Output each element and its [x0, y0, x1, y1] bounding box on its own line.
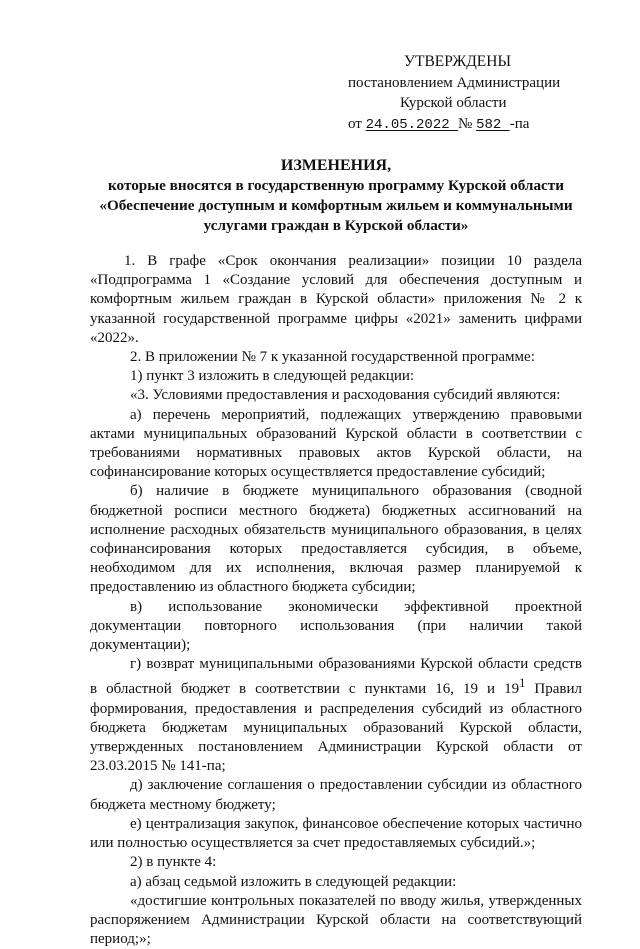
approval-date-line	[348, 114, 588, 136]
paragraph-12: а) абзац седьмой изложить в следующей редакции:	[130, 873, 457, 890]
document-body	[90, 252, 582, 949]
paragraph-13: «достигшие контрольных показателей по вводу жилья, утвержденных распоряжением Администрации Курской области на соответствующий период;»;	[90, 892, 582, 948]
number-prefix: №	[458, 115, 473, 132]
paragraph-8-superscript: 1	[519, 676, 526, 691]
title-heading: ИЗМЕНЕНИЯ,	[280, 157, 392, 174]
paragraph-10: е) централизация закупок, финансовое обеспечение которых частично или полностью осуществляется за счет предоставляемых субсидий.»;	[90, 815, 582, 852]
document-title	[90, 156, 582, 236]
approval-region: Курской области	[400, 95, 507, 111]
paragraph-1: 1. В графе «Срок окончания реализации» позиции 10 раздела «Подпрограмма 1 «Создание условий для обеспечения доступным и комфортным жильем граждан в Курской области» приложения № 2 к указанной государственной программе цифры «2021» заменить цифрами «2022».	[90, 253, 582, 346]
title-line-2: которые вносятся в государственную программу Курской области	[108, 177, 564, 194]
approval-heading: УТВЕРЖДЕНЫ	[404, 53, 511, 70]
paragraph-8-end: Правил формирования, предоставления и распределения субсидий из областного бюджета бюджетам муниципальных образований Курской области, утвержденных постановлением Администрации Курской области от 23.03.2015 № 141-па;	[90, 681, 583, 775]
title-line-4: услугами граждан в Курской области»	[203, 217, 469, 234]
approval-date: 24.05.2022	[365, 116, 459, 133]
title-line-3: «Обеспечение доступным и комфортным жильем и коммунальными	[99, 197, 573, 214]
paragraph-6: б) наличие в бюджете муниципального образования (сводной бюджетной росписи местного бюджета) бюджетных ассигнований на исполнение расходных обязательств муниципального образования, в целях софинансирования которых предоставляется субсидия, в объеме, необходимом для их исполнения, включая размер планируемой к предоставлению из областного бюджета субсидии;	[90, 483, 582, 596]
paragraph-7: в) использование экономически эффективной проектной документации повторного использования (при наличии такой документации);	[90, 598, 582, 654]
date-prefix: от	[348, 115, 362, 132]
paragraph-11: 2) в пункте 4:	[130, 854, 217, 871]
paragraph-4: «3. Условиями предоставления и расходования субсидий являются:	[130, 387, 561, 404]
approval-authority: постановлением Администрации	[348, 74, 561, 91]
paragraph-2: 2. В приложении № 7 к указанной государственной программе:	[130, 349, 535, 366]
paragraph-8	[90, 655, 582, 776]
paragraph-5: а) перечень мероприятий, подлежащих утверждению правовыми актами муниципальных образований Курской области в соответствии с требованиями нормативных правовых актов Курской области, на софинансирование которых осуществляется предоставление субсидий;	[90, 406, 582, 481]
paragraph-3: 1) пункт 3 изложить в следующей редакции:	[130, 368, 415, 385]
approval-number: 582	[476, 116, 510, 133]
paragraph-9: д) заключение соглашения о предоставлении субсидии из областного бюджета местному бюджету;	[90, 777, 582, 813]
paragraph-8-start: г) возврат муниципальными образованиями Курской области средств в областной бюджет в соответствии с пунктами 16, 19 и 19	[90, 656, 582, 698]
number-suffix: -па	[509, 115, 530, 132]
approval-block	[348, 52, 588, 135]
